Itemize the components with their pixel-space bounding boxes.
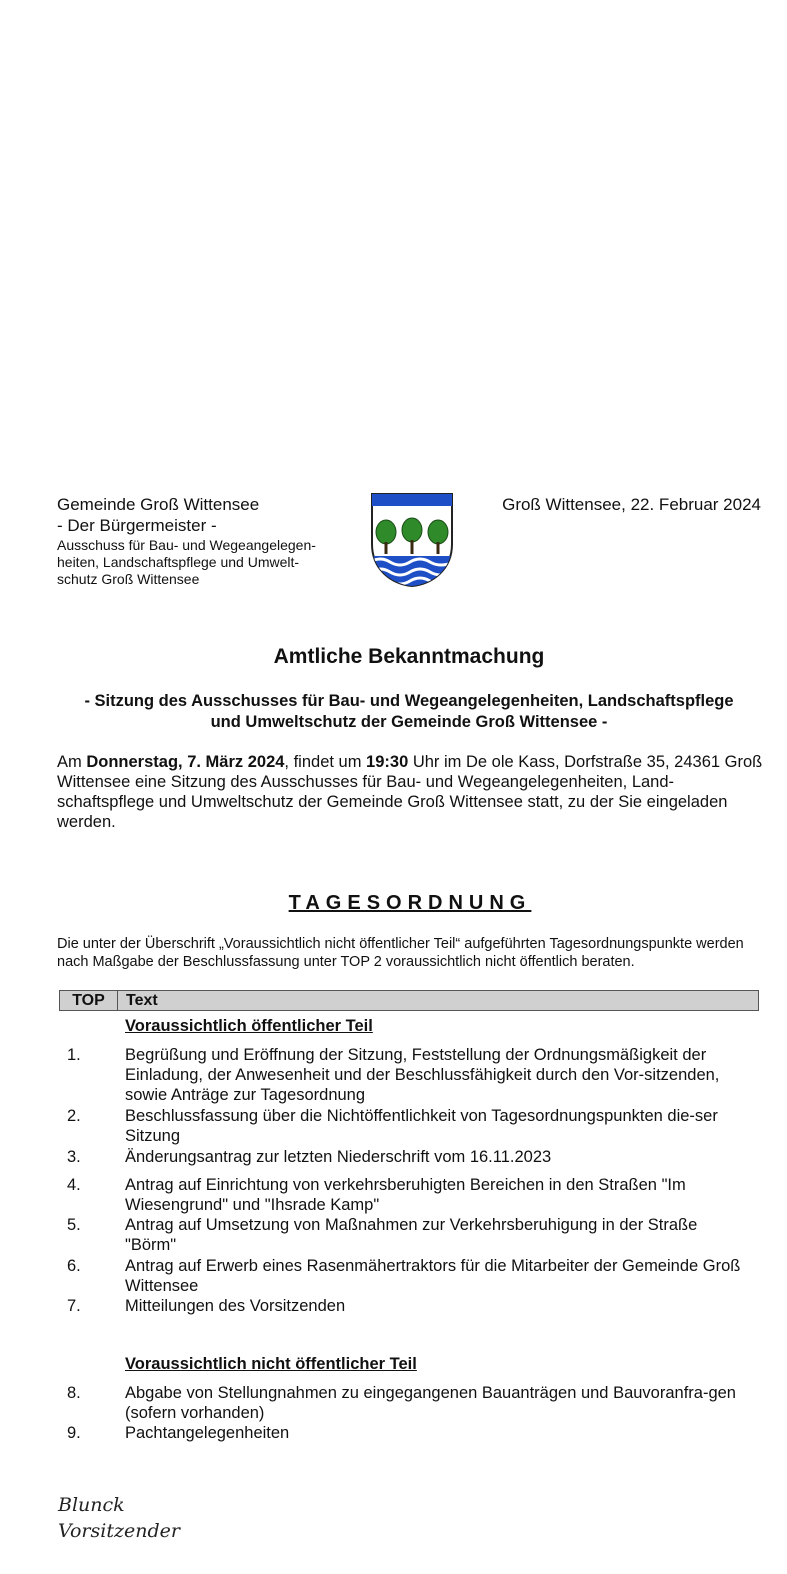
agenda-item-text: Mitteilungen des Vorsitzenden	[125, 1297, 346, 1315]
agenda-item-text: Änderungsantrag zur letzten Niederschrift vom 16.11.2023	[125, 1148, 552, 1166]
subtitle-line: - Sitzung des Ausschusses für Bau- und Wegeangelegenheiten, Landschaftspflege	[84, 692, 734, 710]
agenda-table-header	[59, 990, 759, 1011]
intro-paragraph	[57, 752, 763, 832]
sender-committee	[57, 537, 347, 588]
section-nonpublic-heading: Voraussichtlich nicht öffentlicher Teil	[125, 1355, 417, 1373]
document-subtitle	[57, 691, 761, 733]
agenda-item-number: 3.	[67, 1148, 81, 1166]
agenda-item-text: Begrüßung und Eröffnung der Sitzung, Feststellung der Ordnungsmäßigkeit der Einladung, der Anwesenheit und der Beschlussfähigkeit durch den Vor-sitzenden, sowie Anträge zur Tagesordnung	[125, 1046, 720, 1104]
intro-text: Am	[57, 753, 87, 771]
intro-text: , findet um	[284, 753, 367, 771]
agenda-item-number: 1.	[67, 1046, 81, 1064]
signature-name: Blunck	[58, 1494, 125, 1516]
municipal-crest-logo	[370, 492, 454, 588]
agenda-item-text: Abgabe von Stellungnahmen zu eingegangenen Bauanträgen und Bauvoranfra-gen (sofern vorhanden)	[125, 1384, 736, 1422]
agenda-item-text: Pachtangelegenheiten	[125, 1424, 290, 1442]
sender-mayor: - Der Bürgermeister -	[57, 516, 217, 535]
signature-role: Vorsitzender	[58, 1520, 180, 1542]
sender-committee-line: Ausschuss für Bau- und Wegeangelegen-	[57, 537, 316, 553]
agenda-item-number: 6.	[67, 1257, 81, 1275]
agenda-item-number: 8.	[67, 1384, 81, 1402]
agenda-item-number: 5.	[67, 1216, 81, 1234]
section-public-heading: Voraussichtlich öffentlicher Teil	[125, 1017, 373, 1035]
agenda-heading: TAGESORDNUNG	[288, 892, 532, 914]
agenda-item-text: Beschlussfassung über die Nichtöffentlichkeit von Tagesordnungspunkten die-ser Sitzung	[125, 1107, 718, 1145]
agenda-item-number: 7.	[67, 1297, 81, 1315]
sender-committee-line: heiten, Landschaftspflege und Umwelt-	[57, 554, 300, 570]
agenda-item-text: Antrag auf Umsetzung von Maßnahmen zur Verkehrsberuhigung in der Straße "Börm"	[125, 1216, 698, 1254]
agenda-item-text: Antrag auf Einrichtung von verkehrsberuhigten Bereichen in den Straßen "Im Wiesengrund" und "Ihsrade Kamp"	[125, 1176, 686, 1214]
meeting-date: Donnerstag, 7. März 2024	[86, 753, 285, 771]
sender-block	[57, 494, 347, 588]
column-header-top: TOP	[60, 991, 118, 1010]
meeting-time: 19:30	[366, 753, 409, 771]
agenda-item-number: 2.	[67, 1107, 81, 1125]
intro-text: Uhr im De ole Kass, Dorfstraße 35, 24361 Groß Wittensee eine Sitzung des Ausschusses für Bau- und Wegeangelegenheiten, Land-schaftspflege und Umweltschutz der Gemeinde Groß Wittensee statt, zu der Sie eingeladen werden.	[57, 753, 763, 831]
agenda-item-number: 9.	[67, 1424, 81, 1442]
sender-municipality: Gemeinde Groß Wittensee	[57, 495, 260, 514]
agenda-note: Die unter der Überschrift „Voraussichtlich nicht öffentlicher Teil“ aufgeführten Tagesordnungspunkte werden nach Maßgabe der Beschlussfassung unter TOP 2 voraussichtlich nicht öffentlich beraten.	[57, 936, 744, 970]
document-title: Amtliche Bekanntmachung	[273, 645, 545, 668]
sender-committee-line: schutz Groß Wittensee	[57, 571, 200, 587]
agenda-item-number: 4.	[67, 1176, 81, 1194]
place-date: Groß Wittensee, 22. Februar 2024	[502, 495, 761, 514]
agenda-item-text: Antrag auf Erwerb eines Rasenmähertraktors für die Mitarbeiter der Gemeinde Groß Wittensee	[125, 1257, 741, 1295]
column-header-text: Text	[126, 992, 158, 1009]
subtitle-line: und Umweltschutz der Gemeinde Groß Wittensee -	[210, 713, 608, 731]
